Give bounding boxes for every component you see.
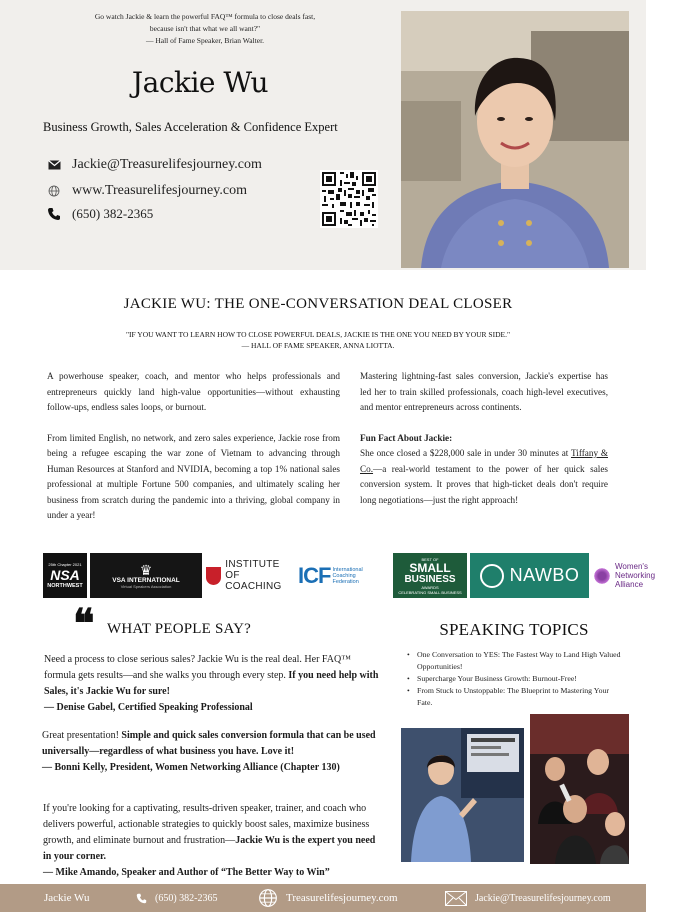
envelope-icon xyxy=(44,160,64,170)
testimonial-author: — Bonni Kelly, President, Women Networking Alliance (Chapter 130) xyxy=(42,762,340,773)
icf-logo-text: ICF xyxy=(298,562,331,588)
crown-icon: ♛ xyxy=(139,561,153,578)
speaker-portrait-photo xyxy=(401,11,629,268)
footer-phone-text[interactable]: (650) 382-2365 xyxy=(155,892,218,904)
nsa-top-text: 25th Chapter 2021 xyxy=(48,562,82,567)
header-quote-line: because isn't that what we all want?" xyxy=(149,24,261,33)
globe-icon xyxy=(44,185,64,197)
sb-logo-line2: BUSINESS xyxy=(404,573,456,585)
nsa-logo-subtext: NORTHWEST xyxy=(47,583,83,589)
fun-fact-title: Fun Fact About Jackie: xyxy=(360,432,453,443)
testimonials-title: WHAT PEOPLE SAY? xyxy=(107,621,252,637)
testimonial-text: Great presentation! xyxy=(42,730,122,741)
flower-icon xyxy=(593,567,611,585)
speaking-photo-audience xyxy=(530,714,629,864)
vsa-logo-subtext: Virtual Speakers Association xyxy=(120,583,172,589)
testimonial-author: — Denise Gabel, Certified Speaking Professional xyxy=(44,702,253,713)
speaker-name: Jackie Wu xyxy=(131,66,269,99)
email-text[interactable]: Jackie@Treasurelifesjourney.com xyxy=(72,157,262,172)
speaking-topic-item: • From Stuck to Unstoppable: The Blueprint to Mastering Your Fate. xyxy=(405,685,625,709)
testimonial-author: — Mike Amando, Speaker and Author of “The Better Way to Win” xyxy=(43,867,330,878)
testimonial-highlight: Simple and quick sales conversion formula that can be used universally—regardless of what business you have. Love it! xyxy=(42,730,376,757)
contact-phone[interactable] xyxy=(44,206,153,222)
testimonial-text: Need a process to close serious sales? Jackie Wu is the real deal. Her FAQ™ formula gets results—and she walks you through every step. xyxy=(44,654,351,681)
fun-fact-text xyxy=(360,446,608,508)
nawbo-logo-text: NAWBO xyxy=(509,565,580,585)
bio-quote-text: "IF YOU WANT TO LEARN HOW TO CLOSE POWERFUL DEALS, JACKIE IS THE ONE YOU NEED BY YOUR SIDE." xyxy=(125,330,511,339)
tagline: Business Growth, Sales Acceleration & Confidence Expert xyxy=(43,120,338,134)
bio-quote-attribution: — HALL OF FAME SPEAKER, ANNA LIOTTA. xyxy=(241,341,395,350)
bio-quote xyxy=(60,329,576,351)
phone-icon xyxy=(44,207,64,221)
wna-logo-line: Women's xyxy=(615,562,648,571)
bio-paragraph: Mastering lightning-fast sales conversion, Jackie's expertise has led her to train skilled professionals, coach high-level executives, and mentor entrepreneurs across continents. xyxy=(360,371,608,412)
wna-logo-line: Networking xyxy=(615,571,656,580)
institute-of-coaching-logo xyxy=(206,553,294,598)
icf-logo-line: Federation xyxy=(332,578,359,585)
footer-email[interactable] xyxy=(445,884,611,912)
small-business-awards-logo xyxy=(393,553,467,598)
womens-networking-alliance-logo xyxy=(593,553,677,598)
sb-logo-line1: SMALL xyxy=(409,560,451,575)
testimonial-highlight: If you need help with Sales, it's Jackie Wu for sure! xyxy=(44,670,379,697)
bio-paragraph: From limited English, no network, and zero sales experience, Jackie rose from being a refugee escaping the war zone of Vietnam to advancing through Human Resources at Stanford and NVIDIA, becoming a top 1% national sales professional at multiple Fortune 500 companies, and ultimately scaling her business from scratch during the pandemic into a thriving, global company in under a year! xyxy=(47,432,340,520)
vsa-international-logo xyxy=(90,553,202,598)
website-text[interactable]: www.Treasurelifesjourney.com xyxy=(72,183,247,198)
header-section xyxy=(0,0,646,270)
globe-icon xyxy=(258,888,278,908)
sb-logo-line3: AWARDS xyxy=(421,584,439,590)
fun-fact-post: —a real-world testament to the power of her quick sales conversion system. It proves that high-ticket deals don't require long negotiations—just the right approach! xyxy=(360,463,608,505)
header-quote-line: — Hall of Fame Speaker, Brian Walter. xyxy=(145,36,265,45)
header-quote xyxy=(60,11,350,47)
phone-icon xyxy=(136,893,147,904)
footer-phone[interactable] xyxy=(136,884,218,912)
bio-paragraph: A powerhouse speaker, coach, and mentor who helps professionals and entrepreneurs quickly land high-value opportunities—without exhausting follow-ups, endless sales loops, or burnout. xyxy=(47,371,340,412)
speaking-photo-stage xyxy=(401,728,524,862)
footer-website[interactable] xyxy=(258,884,398,912)
shield-icon xyxy=(206,567,221,585)
speaking-topic-item: • One Conversation to YES: The Fastest Way to Land High Valued Opportunities! xyxy=(405,649,625,673)
speaking-topics-title: SPEAKING TOPICS xyxy=(439,620,589,639)
ioc-logo-line1: INSTITUTE OF xyxy=(225,559,280,581)
sb-logo-top: BEST OF xyxy=(421,556,439,562)
testimonial xyxy=(44,652,382,716)
qr-code[interactable] xyxy=(320,170,378,228)
ioc-logo-line2: COACHING xyxy=(225,581,282,592)
nsa-logo-text: NSA xyxy=(50,567,80,583)
nawbo-mark-icon xyxy=(480,564,504,588)
footer-name: Jackie Wu xyxy=(44,892,90,904)
icf-logo-line: Coaching xyxy=(332,572,356,579)
testimonial-text: If you're looking for a captivating, results-driven speaker, trainer, and coach who delivers powerful, actionable strategies to quickly boost sales, maximize business growth, and eliminate burnout and frustration— xyxy=(43,803,370,846)
wna-logo-line: Alliance xyxy=(615,580,644,589)
quote-icon: ❝ xyxy=(73,600,95,647)
affiliation-logos xyxy=(43,553,656,598)
contact-email[interactable] xyxy=(44,157,262,173)
testimonial xyxy=(43,801,383,881)
phone-text[interactable]: (650) 382-2365 xyxy=(72,206,154,221)
icf-logo-line: International xyxy=(332,566,363,573)
nsa-northwest-logo xyxy=(43,553,87,598)
contact-website[interactable] xyxy=(44,183,247,199)
bio-right-column xyxy=(360,369,608,523)
speaking-topic-item: • Supercharge Your Business Growth: Burnout-Free! xyxy=(405,673,625,685)
header-quote-line: Go watch Jackie & learn the powerful FAQ™ formula to close deals fast, xyxy=(94,12,316,21)
footer-bar xyxy=(0,884,646,912)
bio-title: JACKIE WU: THE ONE-CONVERSATION DEAL CLOSER xyxy=(123,296,513,312)
footer-email-text[interactable]: Jackie@Treasurelifesjourney.com xyxy=(475,892,611,904)
vsa-logo-text: VSA INTERNATIONAL xyxy=(112,576,180,584)
nawbo-logo xyxy=(470,553,589,598)
speaking-topics-list xyxy=(405,649,625,709)
bio-left-column xyxy=(47,369,340,539)
sb-logo-bottom: CELEBRATING SMALL BUSINESS xyxy=(398,589,462,595)
testimonial-highlight: Jackie Wu is the expert you need in your corner. xyxy=(43,835,376,862)
fun-fact-pre: She once closed a $228,000 sale in under 30 minutes at xyxy=(360,448,571,458)
icf-logo xyxy=(298,553,388,598)
envelope-icon xyxy=(445,891,467,906)
tiffany-link[interactable]: Tiffany & Co. xyxy=(360,448,608,474)
footer-website-text[interactable]: Treasurelifesjourney.com xyxy=(286,892,398,904)
testimonial xyxy=(42,728,382,776)
